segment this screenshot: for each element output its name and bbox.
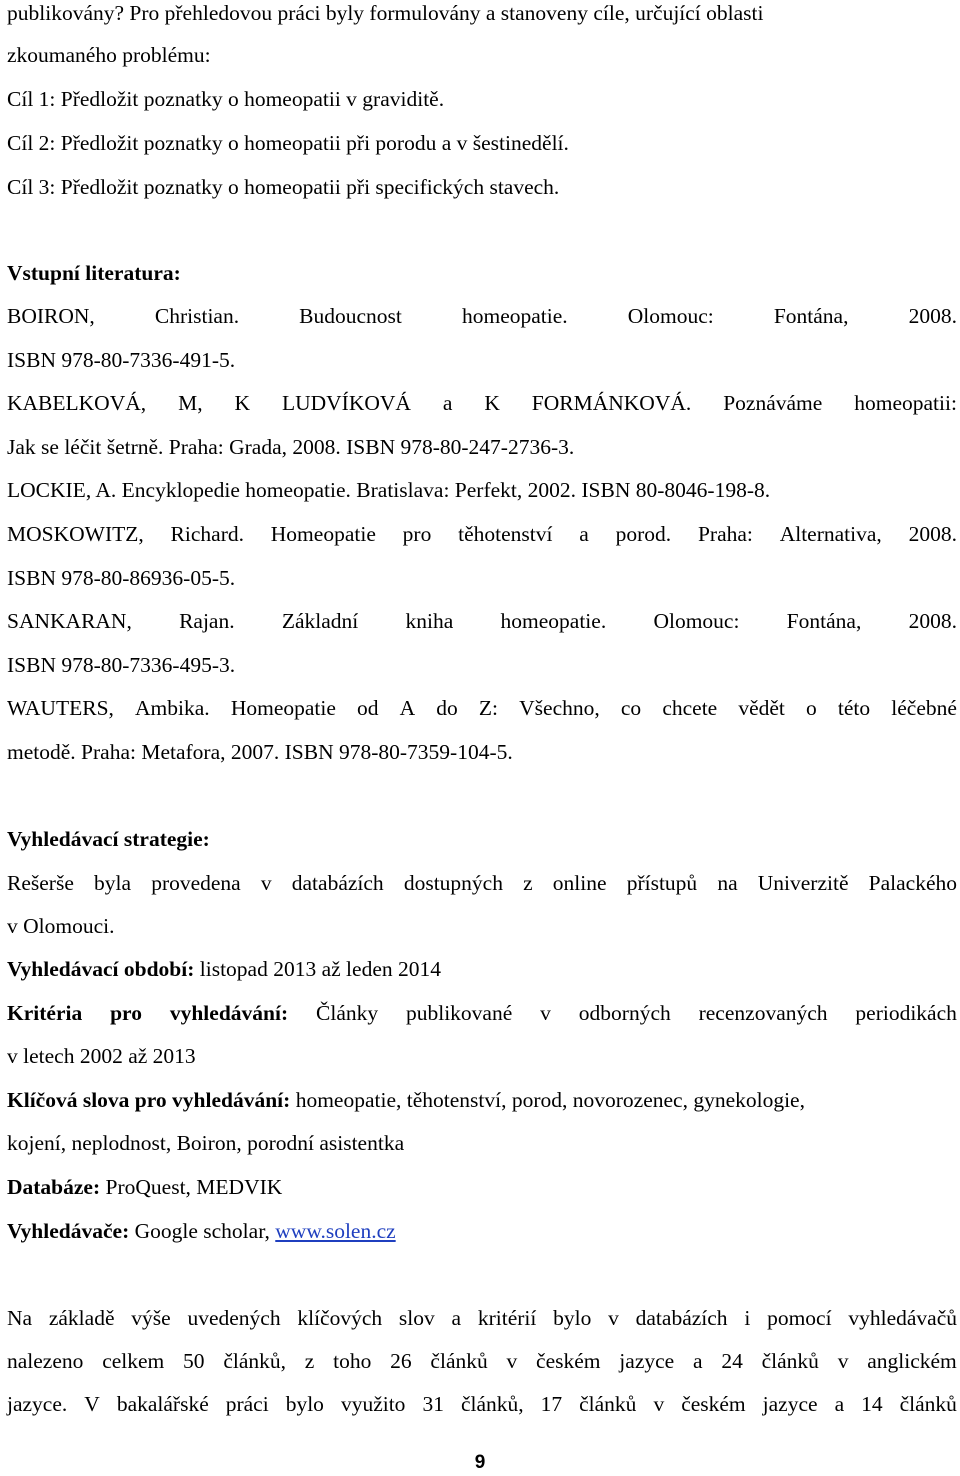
word: a (451, 1306, 462, 1330)
criteria-word: Články (316, 1001, 379, 1025)
criteria-line-2: v letech 2002 až 2013 (7, 1044, 196, 1068)
word: databázích (635, 1306, 728, 1330)
word: V (84, 1392, 100, 1416)
word: byla (94, 871, 132, 895)
criteria-line-1 (7, 1000, 957, 1026)
word: 2008. (908, 609, 957, 633)
word: uvedených (187, 1306, 281, 1330)
ref-moskowitz-line-2: ISBN 978-80-86936-05-5. (7, 566, 236, 590)
word: Homeopatie (230, 696, 336, 720)
search-period-label: Vyhledávací období: (7, 957, 195, 981)
word: jazyce (619, 1349, 675, 1373)
word: 2008. (908, 304, 957, 328)
word: a (579, 522, 589, 546)
word: anglickém (867, 1349, 957, 1373)
word: jazyce (762, 1392, 818, 1416)
word: a (692, 1349, 703, 1373)
word: 2008. (908, 522, 957, 546)
criteria-label-2: pro (110, 1001, 142, 1025)
word: 26 (390, 1349, 412, 1373)
word: článků (761, 1349, 819, 1373)
criteria-label-1: Kritéria (7, 1001, 83, 1025)
word: bylo (553, 1306, 592, 1330)
word: jazyce. (7, 1392, 68, 1416)
solen-link[interactable]: www.solen.cz (275, 1219, 396, 1243)
word: 31 (422, 1392, 444, 1416)
keywords-line-1 (7, 1087, 957, 1113)
word: Fontána, (773, 304, 849, 328)
results-line-2 (7, 1348, 957, 1374)
word: Palackého (868, 871, 957, 895)
keywords-line-2: kojení, neplodnost, Boiron, porodní asistentka (7, 1131, 405, 1155)
word: pomocí (767, 1306, 832, 1330)
word: Na (7, 1306, 33, 1330)
word: 50 (183, 1349, 205, 1373)
word: výše (131, 1306, 171, 1330)
word: Poznáváme (723, 391, 823, 415)
word: článků (899, 1392, 957, 1416)
word: na (717, 871, 738, 895)
word: K (234, 391, 251, 415)
ref-moskowitz-line-1 (7, 521, 957, 547)
word: Z: (478, 696, 499, 720)
goal-2: Cíl 2: Předložit poznatky o homeopatii při porodu a v šestinedělí. (7, 131, 569, 155)
databases-value: ProQuest, MEDVIK (100, 1175, 283, 1199)
keywords-value: homeopatie, těhotenství, porod, novorozenec, gynekologie, (290, 1088, 805, 1112)
word: léčebné (891, 696, 957, 720)
word: v (608, 1306, 619, 1330)
word: práci (225, 1392, 269, 1416)
word: těhotenství (458, 522, 553, 546)
strategy-para-line-2: v Olomouci. (7, 914, 115, 938)
word: do (436, 696, 458, 720)
ref-wauters-line-1 (7, 695, 957, 721)
search-engines (7, 1218, 957, 1244)
word: článků, (460, 1392, 524, 1416)
search-engines-label: Vyhledávače: (7, 1219, 130, 1243)
word: WAUTERS, (7, 696, 114, 720)
word: o (806, 696, 817, 720)
word: Ambika. (135, 696, 210, 720)
word: Všechno, (519, 696, 600, 720)
word: v (837, 1349, 849, 1373)
intro-line-1: publikovány? Pro přehledovou práci byly formulovány a stanoveny cíle, určující oblasti (7, 1, 764, 25)
word: M, (178, 391, 203, 415)
word: BOIRON, (7, 304, 95, 328)
search-period-value: listopad 2013 až leden 2014 (194, 957, 441, 981)
criteria-word: v (540, 1001, 551, 1025)
keywords-label: Klíčová slova pro vyhledávání: (7, 1088, 291, 1112)
word: využito (340, 1392, 406, 1416)
intro-line-2: zkoumaného problému: (7, 43, 211, 67)
word: článků, (223, 1349, 287, 1373)
word: českém (536, 1349, 601, 1373)
word: a (834, 1392, 845, 1416)
ref-wauters-line-2: metodě. Praha: Metafora, 2007. ISBN 978-80-7359-104-5. (7, 740, 513, 764)
goal-1: Cíl 1: Předložit poznatky o homeopatii v graviditě. (7, 87, 445, 111)
word: klíčových (297, 1306, 383, 1330)
word: KABELKOVÁ, (7, 391, 147, 415)
word: Fontána, (786, 609, 862, 633)
page-number: 9 (474, 1452, 486, 1473)
word: bylo (285, 1392, 324, 1416)
word: Univerzitě (757, 871, 849, 895)
word: online (552, 871, 607, 895)
word: MOSKOWITZ, (7, 522, 144, 546)
word: článků (430, 1349, 488, 1373)
search-engines-value: Google scholar, (129, 1219, 276, 1243)
ref-boiron-line-2: ISBN 978-80-7336-491-5. (7, 348, 236, 372)
criteria-word: odborných (578, 1001, 671, 1025)
ref-sankaran-line-1 (7, 608, 957, 634)
search-period (7, 956, 957, 982)
word: homeopatii: (854, 391, 957, 415)
word: i (744, 1306, 751, 1330)
word: Richard. (170, 522, 244, 546)
word: Olomouc: (627, 304, 714, 328)
word: bakalářské (116, 1392, 209, 1416)
word: Olomouc: (653, 609, 740, 633)
strategy-heading: Vyhledávací strategie: (7, 827, 210, 851)
goal-3: Cíl 3: Předložit poznatky o homeopatii při specifických stavech. (7, 175, 560, 199)
word: slov (398, 1306, 435, 1330)
word: celkem (102, 1349, 165, 1373)
ref-sankaran-line-2: ISBN 978-80-7336-495-3. (7, 653, 236, 677)
word: databázích (291, 871, 384, 895)
criteria-word: publikované (405, 1001, 513, 1025)
literature-heading: Vstupní literatura: (7, 261, 181, 285)
word: kniha (405, 609, 454, 633)
word: Praha: (697, 522, 753, 546)
word: z (523, 871, 533, 895)
word: Alternativa, (779, 522, 882, 546)
word: LUDVÍKOVÁ (281, 391, 411, 415)
word: českém (681, 1392, 746, 1416)
word: této (837, 696, 871, 720)
word: základě (48, 1306, 115, 1330)
word: 14 (861, 1392, 883, 1416)
word: Budoucnost (299, 304, 402, 328)
word: homeopatie. (500, 609, 607, 633)
word: vyhledávačů (848, 1306, 957, 1330)
strategy-para-line-1 (7, 870, 957, 896)
results-line-3 (7, 1391, 957, 1417)
ref-lockie: LOCKIE, A. Encyklopedie homeopatie. Bratislava: Perfekt, 2002. ISBN 80-8046-198-8. (7, 478, 771, 502)
word: homeopatie. (461, 304, 568, 328)
databases-label: Databáze: (7, 1175, 101, 1199)
word: Homeopatie (270, 522, 376, 546)
ref-kabelkova-line-1 (7, 390, 957, 416)
word: v (506, 1349, 518, 1373)
results-line-1 (7, 1305, 957, 1331)
word: Základní (281, 609, 359, 633)
word: dostupných (403, 871, 503, 895)
word: z (304, 1349, 315, 1373)
ref-kabelkova-line-2: Jak se léčit šetrně. Praha: Grada, 2008. ISBN 978-80-247-2736-3. (7, 435, 575, 459)
criteria-word: periodikách (855, 1001, 957, 1025)
word: Rajan. (179, 609, 235, 633)
word: K (484, 391, 500, 415)
word: SANKARAN, (7, 609, 132, 633)
word: Christian. (154, 304, 240, 328)
word: A (399, 696, 416, 720)
word: provedena (151, 871, 241, 895)
word: a (442, 391, 453, 415)
word: 17 (540, 1392, 563, 1416)
word: v (260, 871, 272, 895)
word: toho (333, 1349, 372, 1373)
word: Rešerše (7, 871, 74, 895)
word: v (653, 1392, 665, 1416)
word: porod. (615, 522, 672, 546)
word: kritérií (477, 1306, 537, 1330)
word: od (357, 696, 379, 720)
word: přístupů (626, 871, 698, 895)
criteria-word: recenzovaných (698, 1001, 828, 1025)
databases (7, 1174, 957, 1200)
word: vědět (738, 696, 785, 720)
word: nalezeno (7, 1349, 84, 1373)
word: chcete (662, 696, 718, 720)
criteria-label-3: vyhledávání: (169, 1001, 289, 1025)
ref-boiron-line-1 (7, 303, 957, 329)
word: článků (579, 1392, 637, 1416)
word: FORMÁNKOVÁ. (531, 391, 692, 415)
word: 24 (721, 1349, 743, 1373)
word: co (620, 696, 642, 720)
word: pro (402, 522, 432, 546)
